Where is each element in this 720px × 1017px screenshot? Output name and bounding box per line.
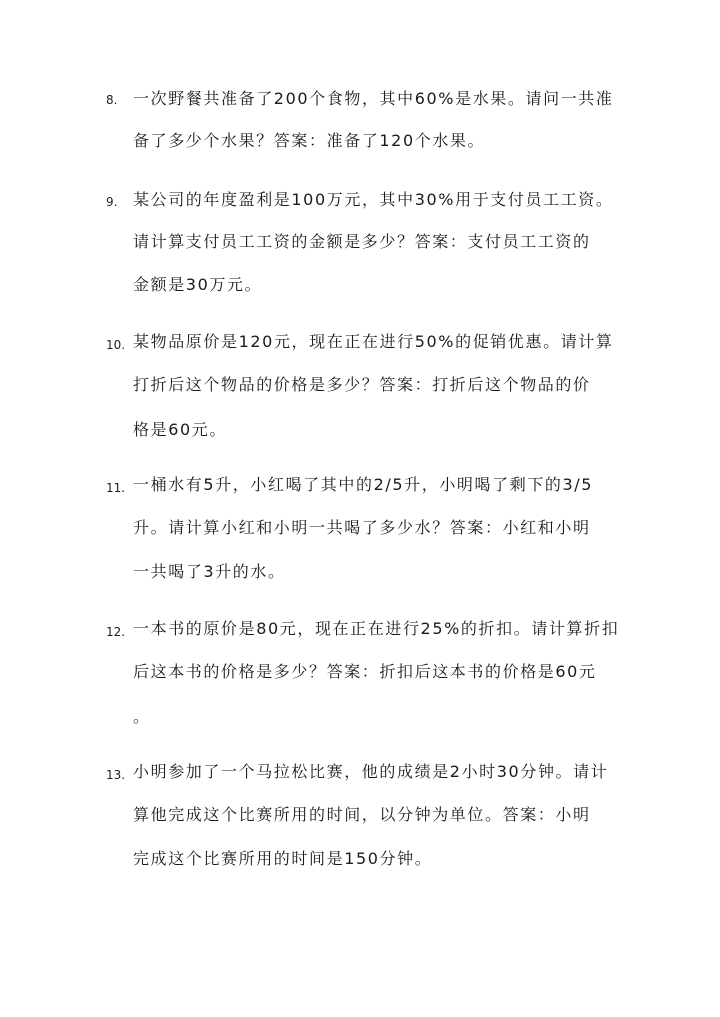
problem-number: 8. xyxy=(106,93,118,107)
problem-text-line: 完成这个比赛所用的时间是150分钟。 xyxy=(133,849,433,868)
problem-text-line: 一次野餐共准备了200个食物，其中60%是水果。请问一共准 xyxy=(133,89,614,108)
problem-text-line: 后这本书的价格是多少？答案：折扣后这本书的价格是60元 xyxy=(133,662,597,681)
problem-text-line: 。 xyxy=(133,707,151,726)
problem-text-line: 一桶水有5升，小红喝了其中的2/5升，小明喝了剩下的3/5 xyxy=(133,475,594,494)
problem-text-line: 小明参加了一个马拉松比赛，他的成绩是2小时30分钟。请计 xyxy=(133,762,609,781)
problem-number: 9. xyxy=(106,195,118,209)
problem-number: 10. xyxy=(106,338,126,352)
problem-number: 12. xyxy=(106,625,126,639)
problem-text-line: 备了多少个水果？答案：准备了120个水果。 xyxy=(133,131,486,150)
problem-text-line: 某公司的年度盈利是100万元，其中30%用于支付员工工资。 xyxy=(133,190,614,209)
problem-number: 11. xyxy=(106,481,126,495)
problem-text-line: 格是60元。 xyxy=(133,420,227,439)
problem-text-line: 升。请计算小红和小明一共喝了多少水？答案：小红和小明 xyxy=(133,518,591,537)
problem-text-line: 算他完成这个比赛所用的时间，以分钟为单位。答案：小明 xyxy=(133,805,591,824)
problem-text-line: 一本书的原价是80元，现在正在进行25%的折扣。请计算折扣 xyxy=(133,619,620,638)
problem-text-line: 一共喝了3升的水。 xyxy=(133,562,286,581)
problem-text-line: 打折后这个物品的价格是多少？答案：打折后这个物品的价 xyxy=(133,375,591,394)
problem-text-line: 请计算支付员工工资的金额是多少？答案：支付员工工资的 xyxy=(133,232,591,251)
problem-text-line: 某物品原价是120元，现在正在进行50%的促销优惠。请计算 xyxy=(133,332,614,351)
problem-number: 13. xyxy=(106,768,126,782)
problem-text-line: 金额是30万元。 xyxy=(133,275,263,294)
